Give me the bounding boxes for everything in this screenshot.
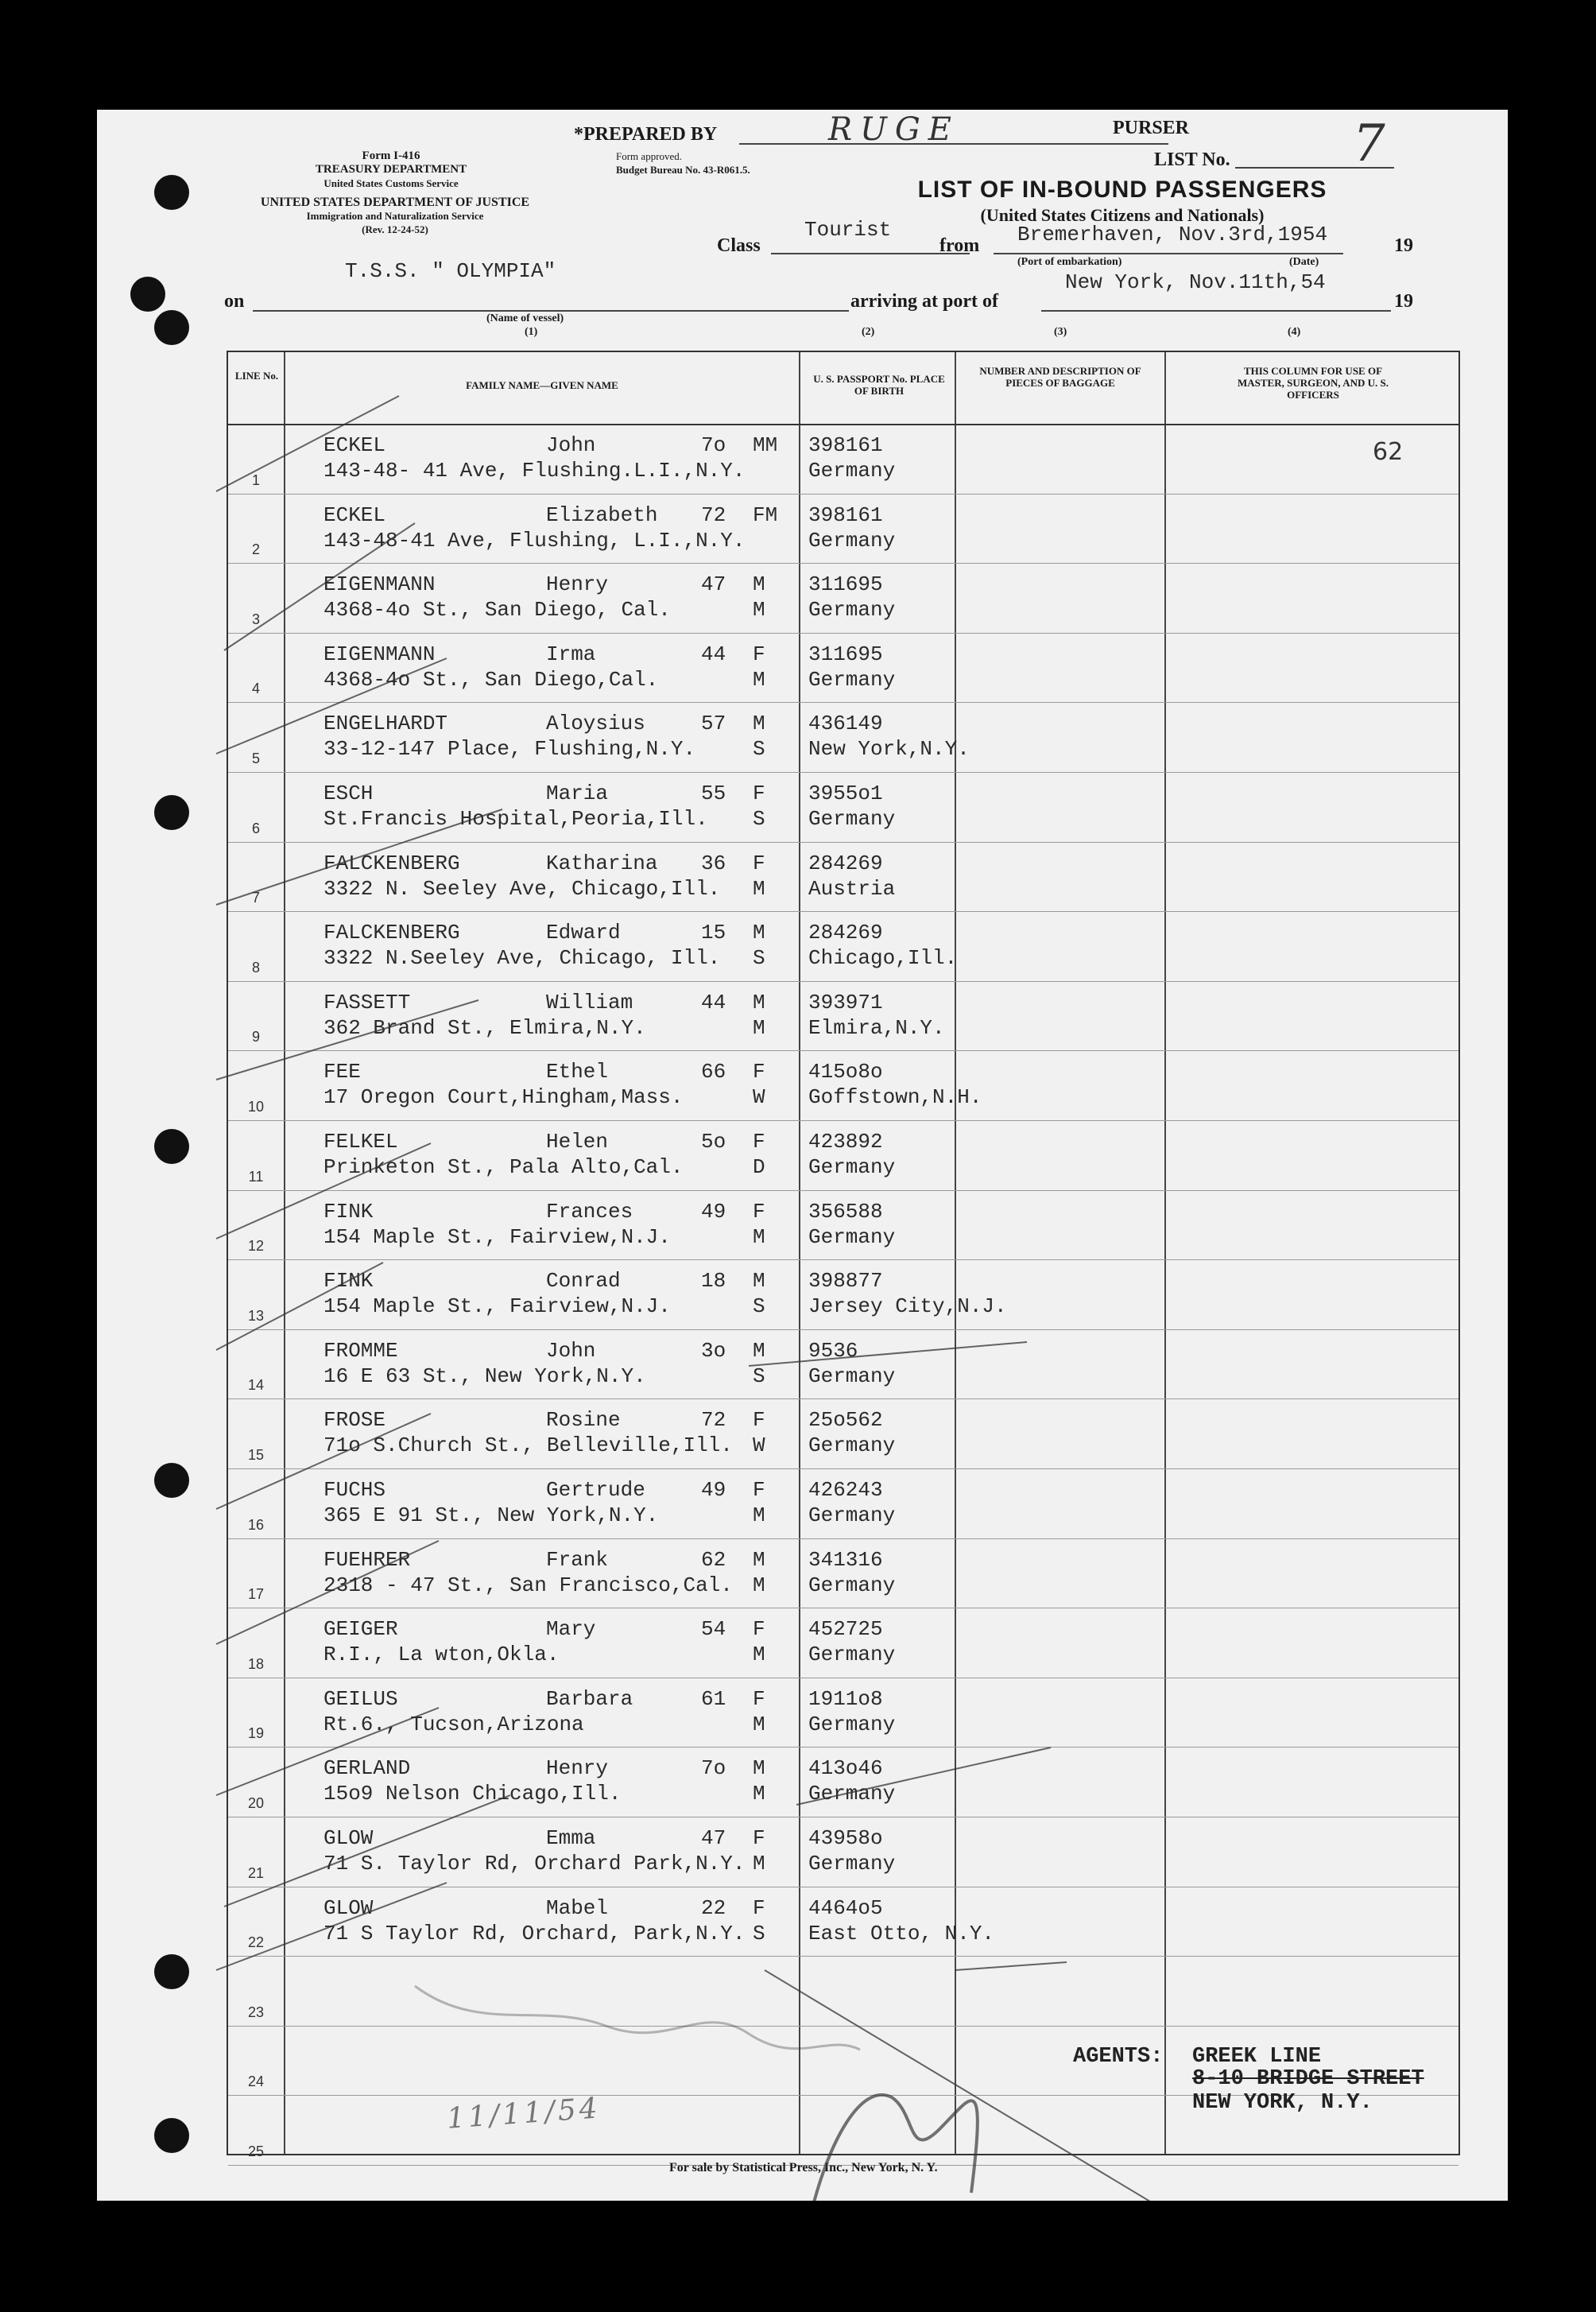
age: 72	[701, 502, 726, 527]
place-of-birth: Germany	[808, 1573, 896, 1597]
line-number: 3	[251, 611, 260, 627]
family-name: EIGENMANN	[323, 572, 436, 597]
sex: M	[753, 1338, 765, 1363]
marital-status: M	[753, 1573, 765, 1597]
place-of-birth: Austria	[808, 876, 896, 901]
address: St.Francis Hospital,Peoria,Ill.	[323, 807, 708, 831]
sex: F	[753, 1408, 765, 1433]
line-number: 19	[247, 1725, 265, 1742]
place-of-birth: Germany	[808, 1852, 896, 1876]
passport-number: 413o46	[808, 1756, 883, 1781]
age: 44	[701, 642, 726, 666]
given-name: Irma	[546, 642, 596, 666]
age: 15	[701, 921, 726, 945]
sex: F	[753, 1826, 765, 1850]
line-number: 16	[247, 1516, 265, 1533]
family-name: GLOW	[323, 1826, 374, 1850]
address: 4368-4o St., San Diego, Cal.	[323, 598, 671, 623]
place-of-birth: Jersey City,N.J.	[808, 1294, 1007, 1319]
given-name: Mary	[546, 1617, 596, 1642]
address: 365 E 91 St., New York,N.Y.	[323, 1503, 659, 1527]
place-of-birth: Germany	[808, 807, 896, 831]
marital-status: M	[753, 1503, 765, 1527]
marital-status: M	[753, 1015, 765, 1040]
marital-status: M	[753, 1782, 765, 1806]
address: 2318 - 47 St., San Francisco,Cal.	[323, 1573, 733, 1597]
family-name: FALCKENBERG	[323, 921, 460, 945]
sex: FM	[753, 502, 778, 527]
age: 22	[701, 1895, 726, 1920]
given-name: Elizabeth	[546, 502, 658, 527]
address: 71 S. Taylor Rd, Orchard Park,N.Y.	[323, 1852, 746, 1876]
family-name: FALCKENBERG	[323, 851, 460, 875]
footer-text: For sale by Statistical Press, Inc., New York, N. Y.	[669, 2161, 938, 2174]
sex: F	[753, 1060, 765, 1084]
passport-number: 1911o8	[808, 1686, 883, 1711]
line-number: 17	[247, 1586, 265, 1603]
agents-line-2: 8-10 BRIDGE STREET	[1192, 2067, 1424, 2091]
sex: F	[753, 1199, 765, 1224]
address: 3322 N.Seeley Ave, Chicago, Ill.	[323, 946, 721, 971]
col4-caption: (4)	[1288, 326, 1301, 338]
place-of-birth: Germany	[808, 1224, 896, 1249]
rev-date: (Rev. 12-24-52)	[362, 223, 428, 235]
purser-label: PURSER	[1113, 118, 1190, 138]
marital-status: S	[753, 1364, 765, 1388]
family-name: FINK	[323, 1199, 374, 1224]
line-number: 7	[251, 890, 260, 906]
page-title: LIST OF IN-BOUND PASSENGERS	[917, 177, 1327, 203]
justice-dept: UNITED STATES DEPARTMENT OF JUSTICE	[260, 196, 530, 209]
age: 47	[701, 1826, 726, 1850]
address: 143-48- 41 Ave, Flushing.L.I.,N.Y.	[323, 459, 746, 483]
address: 71 S Taylor Rd, Orchard, Park,N.Y.	[323, 1921, 746, 1945]
age: 49	[701, 1199, 726, 1224]
manifest-sheet	[97, 110, 1508, 2201]
family-name: FELKEL	[323, 1130, 398, 1154]
passport-number: 415o8o	[808, 1060, 883, 1084]
address: 3322 N. Seeley Ave, Chicago,Ill.	[323, 876, 721, 901]
agents-line-1: GREEK LINE	[1192, 2045, 1322, 2069]
address: 15o9 Nelson Chicago,Ill.	[323, 1782, 622, 1806]
line-number: 15	[247, 1446, 265, 1463]
marital-status: M	[753, 1712, 765, 1736]
place-of-birth: Germany	[808, 598, 896, 623]
age: 7o	[701, 1756, 726, 1781]
passport-number: 9536	[808, 1338, 858, 1363]
given-name: Conrad	[546, 1269, 621, 1294]
address: 154 Maple St., Fairview,N.J.	[323, 1294, 671, 1319]
age: 57	[701, 712, 726, 736]
age: 7o	[701, 433, 726, 457]
header-officers: THIS COLUMN FOR USE OF MASTER, SURGEON, AND U. S. OFFICERS	[1238, 365, 1389, 401]
ins-service: Immigration and Naturalization Service	[306, 210, 484, 222]
place-of-birth: Germany	[808, 528, 896, 553]
place-of-birth: Germany	[808, 1643, 896, 1667]
place-of-birth: Chicago,Ill.	[808, 946, 958, 971]
line-number: 24	[247, 2073, 265, 2090]
family-name: ECKEL	[323, 502, 386, 527]
place-of-birth: New York,N.Y.	[808, 737, 970, 762]
passport-number: 426243	[808, 1478, 883, 1502]
place-of-birth: Germany	[808, 1155, 896, 1179]
col3-caption: (3)	[1054, 326, 1067, 338]
passport-number: 284269	[808, 921, 883, 945]
vessel-value: T.S.S. " OLYMPIA"	[345, 259, 556, 283]
age: 44	[701, 990, 726, 1014]
age: 5o	[701, 1130, 726, 1154]
given-name: Henry	[546, 572, 609, 597]
header-passport: U. S. PASSPORT No. PLACE OF BIRTH	[813, 373, 945, 397]
line-number: 25	[247, 2143, 265, 2159]
address: Prinketon St., Pala Alto,Cal.	[323, 1155, 684, 1179]
family-name: GERLAND	[323, 1756, 411, 1781]
family-name: FUCHS	[323, 1478, 386, 1502]
age: 18	[701, 1269, 726, 1294]
customs-service: United States Customs Service	[323, 177, 459, 189]
form-approved: Form approved.	[616, 150, 683, 162]
family-name: ESCH	[323, 782, 374, 805]
passport-number: 341316	[808, 1547, 883, 1572]
port-embarkation-caption: (Port of embarkation)	[1017, 256, 1122, 268]
on-label: on	[224, 291, 245, 312]
place-of-birth: Germany	[808, 459, 896, 483]
given-name: Gertrude	[546, 1478, 645, 1502]
family-name: FINK	[323, 1269, 374, 1294]
year-1: 19	[1394, 235, 1413, 256]
address: 362 Brand St., Elmira,N.Y.	[323, 1015, 646, 1040]
vessel-caption: (Name of vessel)	[486, 312, 564, 324]
marital-status: M	[753, 876, 765, 901]
age: 66	[701, 1060, 726, 1084]
marital-status: S	[753, 1921, 765, 1945]
line-number: 5	[251, 750, 260, 766]
address: Rt.6., Tucson,Arizona	[323, 1712, 584, 1736]
marital-status: S	[753, 946, 765, 971]
line-number: 1	[251, 471, 260, 488]
passport-number: 43958o	[808, 1826, 883, 1850]
address: 16 E 63 St., New York,N.Y.	[323, 1364, 646, 1388]
age: 72	[701, 1408, 726, 1433]
marital-status: M	[753, 1643, 765, 1667]
age: 47	[701, 572, 726, 597]
sex: M	[753, 1756, 765, 1781]
age: 61	[701, 1686, 726, 1711]
class-label: Class	[717, 235, 761, 256]
address: 4368-4o St., San Diego,Cal.	[323, 667, 659, 692]
sex: F	[753, 851, 765, 875]
sex: F	[753, 1478, 765, 1502]
line-number: 11	[248, 1168, 264, 1185]
marital-status: M	[753, 1852, 765, 1876]
place-of-birth: Germany	[808, 1712, 896, 1736]
given-name: Frank	[546, 1547, 609, 1572]
prepared-by-label: *PREPARED BY	[574, 124, 718, 145]
class-value: Tourist	[804, 218, 892, 242]
line-number: 4	[251, 681, 260, 697]
marital-status: S	[753, 737, 765, 762]
family-name: GLOW	[323, 1895, 374, 1920]
age: 54	[701, 1617, 726, 1642]
officer-note: 62	[1373, 438, 1404, 466]
place-of-birth: Germany	[808, 1782, 896, 1806]
family-name: FROSE	[323, 1408, 386, 1433]
passport-number: 393971	[808, 990, 883, 1014]
address: 143-48-41 Ave, Flushing, L.I.,N.Y.	[323, 528, 746, 553]
marital-status: W	[753, 1085, 765, 1110]
given-name: John	[546, 433, 596, 457]
passport-number: 436149	[808, 712, 883, 736]
passport-number: 311695	[808, 642, 883, 666]
line-number: 2	[251, 541, 260, 558]
place-of-birth: Germany	[808, 1433, 896, 1458]
sex: M	[753, 990, 765, 1014]
sex: M	[753, 712, 765, 736]
pen-marks	[97, 110, 1508, 2201]
passport-number: 356588	[808, 1199, 883, 1224]
form-number: Form I-416	[362, 149, 420, 162]
given-name: Katharina	[546, 851, 658, 875]
passport-number: 3955o1	[808, 782, 883, 805]
line-number: 13	[247, 1307, 265, 1324]
given-name: Mabel	[546, 1895, 609, 1920]
given-name: Maria	[546, 782, 609, 805]
passport-number: 398161	[808, 502, 883, 527]
family-name: FROMME	[323, 1338, 398, 1363]
sex: F	[753, 1130, 765, 1154]
family-name: ENGELHARDT	[323, 712, 448, 736]
age: 3o	[701, 1338, 726, 1363]
given-name: Helen	[546, 1130, 609, 1154]
passport-number: 284269	[808, 851, 883, 875]
family-name: ECKEL	[323, 433, 386, 457]
family-name: FEE	[323, 1060, 361, 1084]
given-name: John	[546, 1338, 596, 1363]
header-name: FAMILY NAME—GIVEN NAME	[466, 379, 618, 391]
given-name: Henry	[546, 1756, 609, 1781]
marital-status: M	[753, 598, 765, 623]
line-number: 9	[251, 1029, 260, 1045]
address: 154 Maple St., Fairview,N.J.	[323, 1224, 671, 1249]
line-number: 23	[247, 2004, 265, 2020]
given-name: Aloysius	[546, 712, 645, 736]
passport-number: 25o562	[808, 1408, 883, 1433]
sex: M	[753, 1547, 765, 1572]
sex: F	[753, 1617, 765, 1642]
given-name: Frances	[546, 1199, 633, 1224]
given-name: Barbara	[546, 1686, 633, 1711]
treasury-dept: TREASURY DEPARTMENT	[315, 163, 467, 176]
passport-number: 4464o5	[808, 1895, 883, 1920]
place-of-birth: East Otto, N.Y.	[808, 1921, 995, 1945]
page-subtitle: (United States Citizens and Nationals)	[980, 205, 1265, 225]
address: 17 Oregon Court,Hingham,Mass.	[323, 1085, 684, 1110]
family-name: GEILUS	[323, 1686, 398, 1711]
line-number: 22	[247, 1934, 265, 1951]
place-of-birth: Goffstown,N.H.	[808, 1085, 982, 1110]
line-number: 8	[251, 959, 260, 976]
sex: F	[753, 1686, 765, 1711]
place-of-birth: Germany	[808, 667, 896, 692]
address: R.I., La wton,Okla.	[323, 1643, 560, 1667]
marital-status: M	[753, 1224, 765, 1249]
age: 36	[701, 851, 726, 875]
sex: M	[753, 572, 765, 597]
from-label: from	[939, 235, 980, 256]
given-name: Rosine	[546, 1408, 621, 1433]
agents-line-3: NEW YORK, N.Y.	[1192, 2091, 1373, 2115]
list-no-label: LIST No.	[1154, 149, 1230, 170]
age: 55	[701, 782, 726, 805]
passport-number: 398161	[808, 433, 883, 457]
passport-number: 398877	[808, 1269, 883, 1294]
agents-label: AGENTS:	[1073, 2045, 1164, 2069]
marital-status: M	[753, 667, 765, 692]
arriving-value: New York, Nov.11th,54	[1065, 270, 1326, 294]
sex: F	[753, 1895, 765, 1920]
age: 49	[701, 1478, 726, 1502]
sex: F	[753, 642, 765, 666]
family-name: GEIGER	[323, 1617, 398, 1642]
line-number: 20	[247, 1794, 265, 1811]
family-name: FASSETT	[323, 990, 411, 1014]
header-line-no: LINE No.	[234, 370, 279, 382]
passport-number: 452725	[808, 1617, 883, 1642]
place-of-birth: Germany	[808, 1503, 896, 1527]
prepared-by-signature: RUGE	[828, 111, 959, 148]
arriving-label: arriving at port of	[850, 291, 998, 312]
line-number: 12	[247, 1238, 265, 1255]
marital-status: S	[753, 1294, 765, 1319]
sex: F	[753, 782, 765, 805]
family-name: FUEHRER	[323, 1547, 411, 1572]
marital-status: S	[753, 807, 765, 831]
sex: M	[753, 921, 765, 945]
line-number: 6	[251, 820, 260, 836]
budget-bureau: Budget Bureau No. 43-R061.5.	[616, 164, 750, 176]
line-number: 14	[247, 1377, 265, 1394]
age: 62	[701, 1547, 726, 1572]
col1-caption: (1)	[525, 326, 538, 338]
given-name: Emma	[546, 1826, 596, 1850]
marital-status: D	[753, 1155, 765, 1179]
place-of-birth: Germany	[808, 1364, 896, 1388]
passport-number: 423892	[808, 1130, 883, 1154]
passport-number: 311695	[808, 572, 883, 597]
line-number: 10	[247, 1098, 265, 1115]
year-2: 19	[1394, 291, 1413, 312]
sex: M	[753, 1269, 765, 1294]
given-name: Ethel	[546, 1060, 609, 1084]
header-baggage: NUMBER AND DESCRIPTION OF PIECES OF BAGGAGE	[979, 365, 1141, 389]
family-name: EIGENMANN	[323, 642, 436, 666]
address: 71o S.Church St., Belleville,Ill.	[323, 1433, 733, 1458]
sex: MM	[753, 433, 778, 457]
col2-caption: (2)	[862, 326, 875, 338]
stamp-date: 11/11/54	[445, 2092, 602, 2135]
address: 33-12-147 Place, Flushing,N.Y.	[323, 737, 696, 762]
marital-status: W	[753, 1433, 765, 1458]
given-name: William	[546, 990, 633, 1014]
list-no-value: 7	[1353, 114, 1385, 173]
date-caption: (Date)	[1289, 256, 1319, 268]
line-number: 21	[247, 1864, 265, 1881]
from-value: Bremerhaven, Nov.3rd,1954	[1017, 223, 1328, 246]
place-of-birth: Elmira,N.Y.	[808, 1015, 945, 1040]
given-name: Edward	[546, 921, 621, 945]
line-number: 18	[247, 1655, 265, 1672]
